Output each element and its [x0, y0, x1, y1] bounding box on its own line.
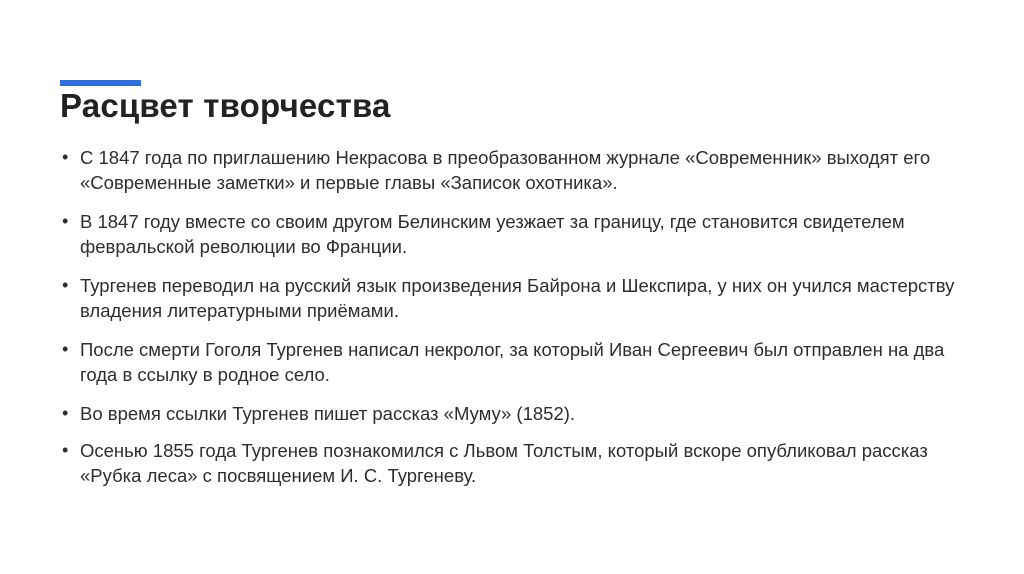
bullet-item [60, 337, 960, 387]
bullet-item [60, 401, 960, 426]
bullet-text: Тургенев переводил на русский язык произведения Байрона и Шекспира, у них он учился мастерству владения литературными приёмами. [80, 275, 955, 321]
bullet-marker: • [62, 147, 69, 167]
bullet-text: После смерти Гоголя Тургенев написал некролог, за который Иван Сергеевич был отправлен на два года в ссылку в родное село. [80, 339, 945, 385]
bullet-text: Осенью 1855 года Тургенев познакомился с Львом Толстым, который вскоре опубликовал рассказ «Рубка леса» с посвящением И. С. Тургеневу. [80, 440, 928, 486]
bullet-text: Во время ссылки Тургенев пишет рассказ «Муму» (1852). [80, 403, 576, 424]
bullet-marker: • [62, 440, 69, 460]
bullet-marker: • [62, 211, 69, 231]
title-accent-bar [60, 80, 141, 86]
bullet-text: С 1847 года по приглашению Некрасова в преобразованном журнале «Современник» выходят его «Современные заметки» и первые главы «Записок охотника». [80, 147, 931, 193]
bullet-item [60, 209, 960, 259]
bullet-marker: • [62, 275, 69, 295]
bullet-marker: • [62, 403, 69, 423]
bullet-item [60, 145, 960, 195]
bullet-marker: • [62, 339, 69, 359]
bullet-item [60, 273, 960, 323]
bullet-list [60, 145, 960, 502]
slide-title: Расцвет творчества [60, 87, 391, 124]
bullet-text: В 1847 году вместе со своим другом Белинским уезжает за границу, где становится свидетелем февральской революции во Франции. [80, 211, 905, 257]
bullet-item [60, 438, 960, 488]
